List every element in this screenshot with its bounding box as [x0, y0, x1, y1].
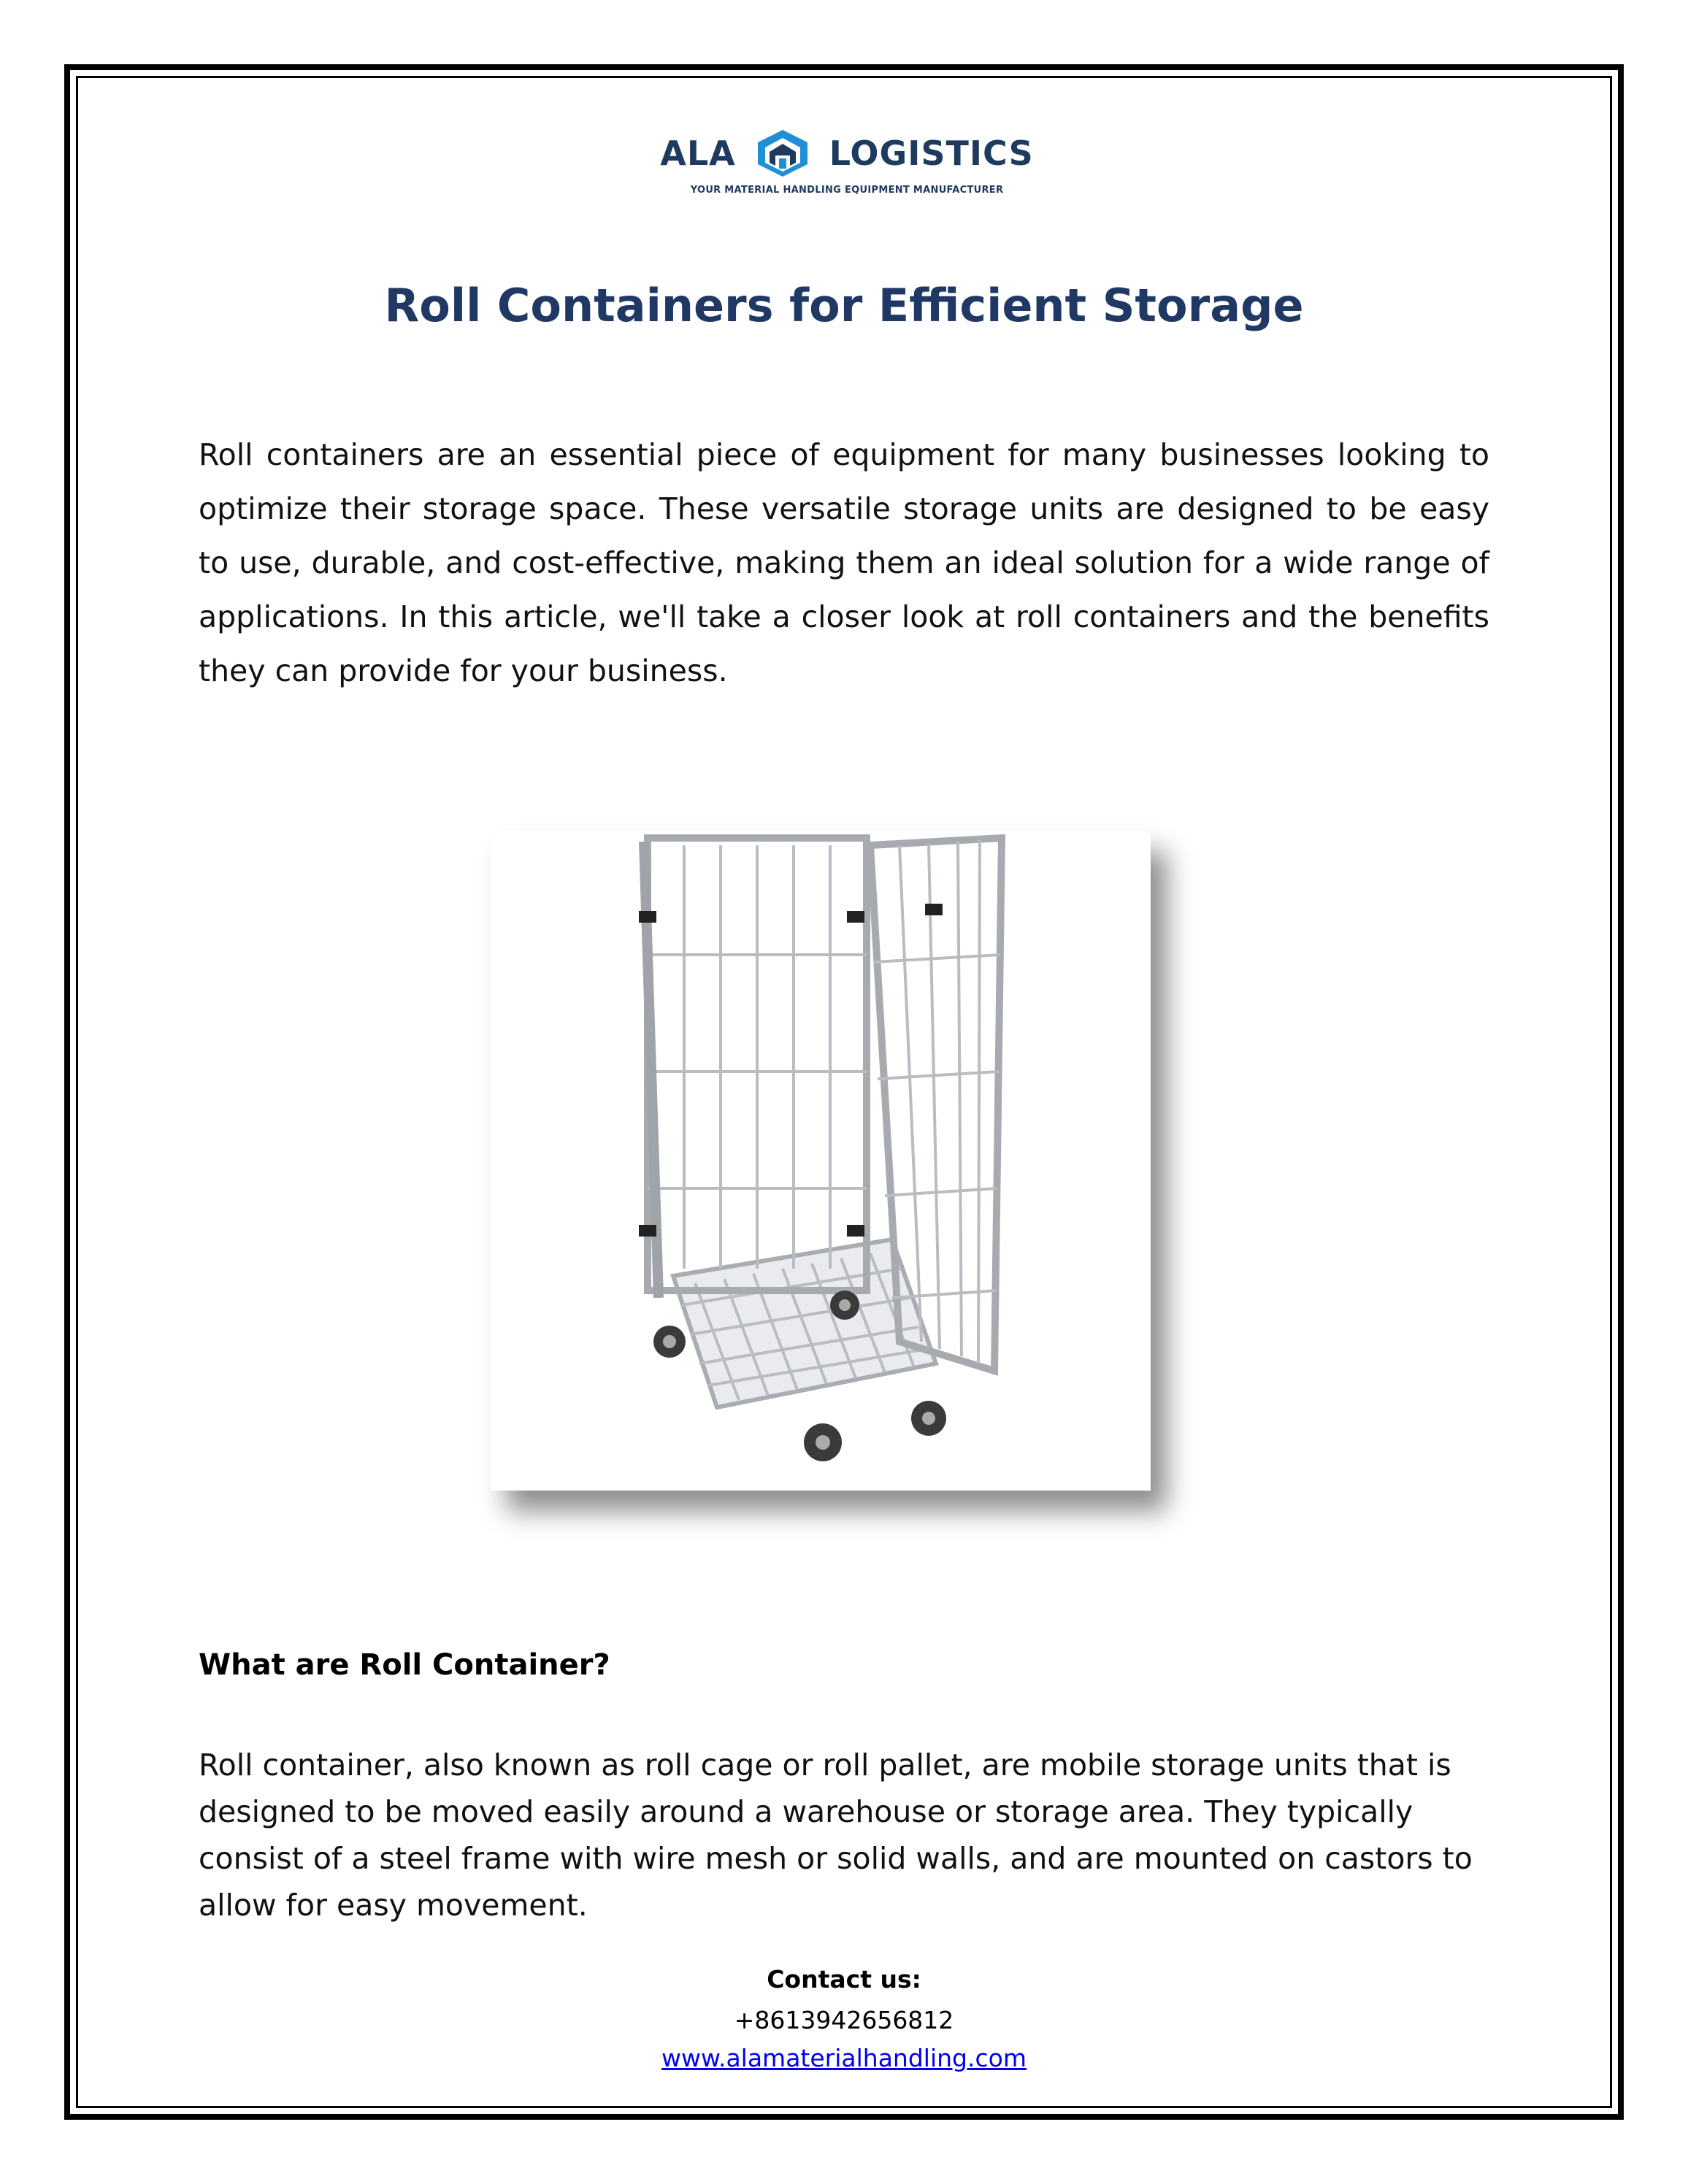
website-link[interactable]: www.alamaterialhandling.com	[661, 2044, 1027, 2072]
company-logo	[657, 128, 1037, 208]
roll-container-illustration	[491, 831, 1151, 1491]
contact-label: Contact us:	[767, 1965, 921, 1993]
logo-left-word: ALA	[660, 134, 736, 173]
contact-phone: +8613942656812	[734, 2006, 954, 2034]
house-shield-icon	[753, 128, 812, 179]
page-title: Roll Containers for Efficient Storage	[384, 279, 1304, 332]
roll-container-photo	[491, 831, 1151, 1491]
logo-tagline: YOUR MATERIAL HANDLING EQUIPMENT MANUFACTURER	[690, 185, 1004, 196]
section-heading: What are Roll Container?	[199, 1648, 610, 1682]
section-paragraph: Roll container, also known as roll cage or roll pallet, are mobile storage units that is designed to be moved easily around a warehouse or storage area. They typically consist of a steel frame with wire mesh or solid walls, and are mounted on castors to allow for easy movement.	[199, 1747, 1473, 1923]
logo-right-word: LOGISTICS	[829, 134, 1034, 173]
intro-paragraph: Roll containers are an essential piece of equipment for many businesses looking to optimize their storage space. These versatile storage units are designed to be easy to use, durable, and cost-effective, making them an ideal solution for a wide range of applications. In this article, we'll take a closer look at roll containers and the benefits they can provide for your business.	[199, 437, 1489, 688]
